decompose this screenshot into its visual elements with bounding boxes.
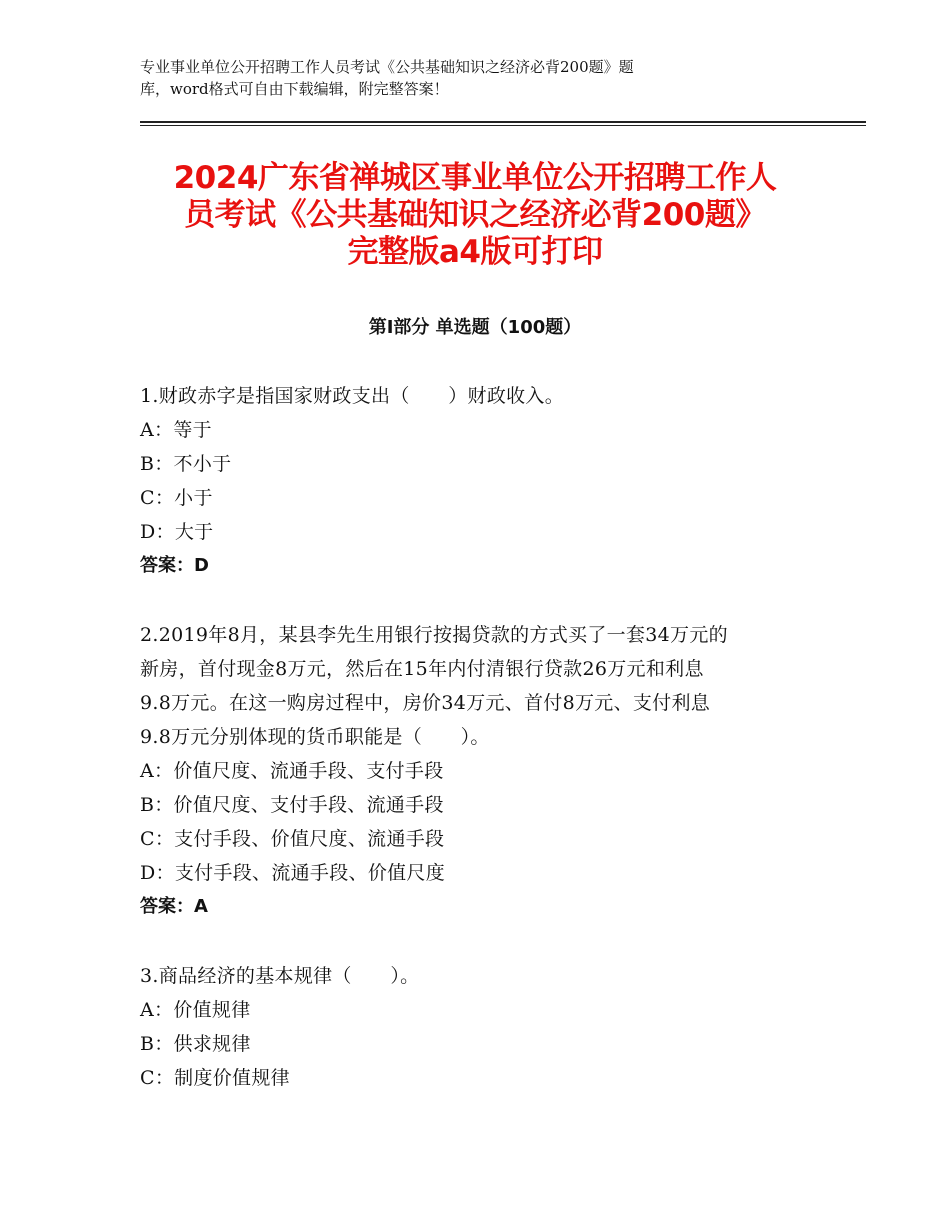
header-divider-thick (140, 121, 866, 123)
question-stem: 9.8万元。在这一购房过程中，房价34万元、首付8万元、支付利息 (140, 692, 711, 714)
header-note-line: 专业事业单位公开招聘工作人员考试《公共基础知识之经济必背200题》题 (140, 58, 634, 76)
question-stem: 新房，首付现金8万元，然后在15年内付清银行贷款26万元和利息 (140, 658, 704, 680)
section-heading: 第Ⅰ部分 单选题（100题） (368, 317, 582, 338)
option-b: B：价值尺度、支付手段、流通手段 (140, 794, 444, 816)
header-divider-thin (140, 125, 866, 126)
option-b: B：不小于 (140, 453, 232, 475)
question-3 (140, 959, 820, 1095)
option-a: A：等于 (140, 419, 212, 441)
question-stem: 9.8万元分别体现的货币职能是（ ）。 (140, 726, 490, 748)
title-line: 员考试《公共基础知识之经济必背200题》 (184, 197, 766, 233)
option-d: D：大于 (140, 521, 214, 543)
question-stem: 3.商品经济的基本规律（ ）。 (140, 965, 420, 987)
answer: 答案：A (140, 896, 208, 917)
document-title (110, 160, 840, 271)
question-2 (140, 618, 820, 924)
option-a: A：价值尺度、流通手段、支付手段 (140, 760, 444, 782)
answer: 答案：D (140, 555, 209, 576)
title-line: 2024广东省禅城区事业单位公开招聘工作人 (173, 160, 777, 196)
question-1 (140, 379, 820, 583)
question-stem: 1.财政赤字是指国家财政支出（ ）财政收入。 (140, 385, 565, 407)
option-b: B：供求规律 (140, 1033, 251, 1055)
header-note-line: 库，word格式可自由下载编辑，附完整答案！ (140, 80, 449, 98)
question-stem: 2.2019年8月，某县李先生用银行按揭贷款的方式买了一套34万元的 (140, 624, 728, 646)
option-c: C：小于 (140, 487, 213, 509)
option-c: C：制度价值规律 (140, 1067, 290, 1089)
header-note (140, 56, 780, 100)
option-a: A：价值规律 (140, 999, 251, 1021)
option-d: D：支付手段、流通手段、价值尺度 (140, 862, 446, 884)
option-c: C：支付手段、价值尺度、流通手段 (140, 828, 445, 850)
title-line: 完整版a4版可打印 (347, 234, 603, 270)
